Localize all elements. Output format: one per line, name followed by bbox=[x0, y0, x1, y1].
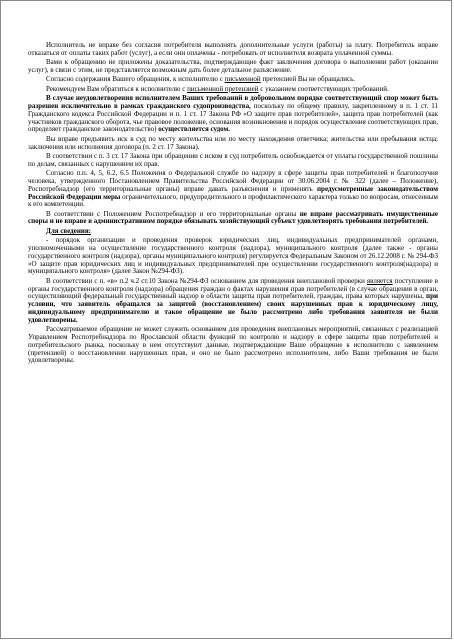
paragraph-1 bbox=[28, 42, 438, 58]
text-run: Вы вправе предъявить иск в суд по месту жительства или по месту нахождения ответчика; жительства или пребывания истца; заключения или исполнения договора (п. 2 ст. 17 Закона). bbox=[28, 134, 438, 151]
text-run: является bbox=[366, 276, 393, 285]
text-run: В соответствии с п. «в» п.2 ч.2 ст.10 Закона №294-ФЗ основанием для проведения внеплановой проверки bbox=[46, 276, 367, 285]
text-run: с указанием соответствующих требований. bbox=[258, 84, 389, 93]
text-run: при условии, что заявитель обращался за защитой (восстановлением) своих нарушенных прав к юридическому лицу, индивидуальному предпринимателю и такое обращение не было рассмотрено либо требования заявителя не были удовлетворены. bbox=[28, 292, 438, 324]
text-run: Рекомендуем Вам обратиться к исполнителю с bbox=[46, 84, 188, 93]
text-run: Согласно содержания Вашего обращения, к исполнителю с bbox=[46, 75, 225, 84]
document-body bbox=[28, 42, 438, 367]
text-run: поступление в органы государственного контроля (надзора) обращения граждан о фактах нарушения прав потребителей (в случае обращения в орган, осуществляющий федеральный государственный надзор в области защиты прав потребителей, граждан, права которых нарушены, bbox=[28, 276, 438, 301]
paragraph-13 bbox=[28, 326, 438, 365]
text-run: Согласно п.п. 4, 5, 6.2, 6.5 Положения о Федеральной службе по надзору в сфере защиты прав потребителей и благополучия человека, утвержденного Постановлением Правительства Российской Федерации от 30.06.2004 г. № 322 (далее – Положение), Роспотребнадзор (его территориальные органы) вправе давать разъяснения и применять bbox=[28, 169, 438, 193]
text-run: ограничительного, предупредительного и профилактического характера только по вопросам, отнесенным к его компетенции. bbox=[28, 192, 438, 209]
text-run: - порядок организации и проведения проверок юридических лиц, индивидуальных предпринимателей органами, уполномоченными на осуществление государственного контроля (надзора), муниципального контроля (далее также - органы государственного контроля (надзора), органы муниципального контроля) регулируется Федеральным Законом от 26.12.2008 г. № 294-ФЗ «О защите прав юридических лиц и индивидуальных предпринимателей при осуществлении государственного контроля(надзора) и муниципального контроля» (далее Закон №294-ФЗ). bbox=[28, 236, 438, 276]
text-run: В соответствии с п. 3 ст. 17 Закона при обращении с иском в суд потребитель освобождается от уплаты государственной пошлины по делам, связанных с нарушением их прав. bbox=[28, 151, 438, 168]
paragraph-8 bbox=[28, 170, 438, 209]
text-run: предусмотренные законодательством Российской Федерации меры bbox=[28, 184, 439, 201]
text-run: претензией Вы не обращались. bbox=[260, 75, 356, 84]
paragraph-10 bbox=[28, 228, 438, 236]
text-run: письменной bbox=[224, 75, 261, 84]
paragraph-11 bbox=[28, 237, 438, 276]
paragraph-12 bbox=[28, 278, 438, 325]
text-run: поскольку по общему правилу, закрепленному в п. 1 ст. 11 Гражданского кодекса Российской Федерации и п. 1 ст. 17 Закона РФ «О защите прав потребителей», защита прав потребителей (как участников гражданского оборота, чье правовое положение, основания возникновения и порядок осуществления соответствующих прав, определяет гражданское законодательство) bbox=[28, 101, 438, 134]
text-run: Исполнитель не вправе без согласия потребителя выполнять дополнительные услуги (работы) за плату. Потребитель вправе отказаться от оплаты таких работ (услуг), а если они оплачены - потребовать от исполнителя возврата уплаченной суммы. bbox=[28, 41, 438, 57]
paragraph-7 bbox=[28, 153, 438, 169]
text-run: не вправе рассматривать имущественные споры и не вправе в административном порядке обязывать хозяйствующий субъект удовлетворять требования потребителей. bbox=[28, 209, 438, 226]
paragraph-4 bbox=[28, 86, 438, 94]
text-run: Рассматриваемое обращение не может служить основанием для проведения внеплановых мероприятий, связанных с реализацией Управлением Роспотребнадзора по Ярославской области функций по контролю и надзору в сфере защиты прав потребителей и потребительского рынка, поскольку в нем отсутствуют данные, подтверждающие Ваше обращение к исполнителю с заявлением (претензией) о восстановлении нарушенных прав, и оно не было рассмотрено исполнителем, либо Ваши требования не были удовлетворены. bbox=[28, 325, 438, 365]
paragraph-5 bbox=[28, 95, 438, 134]
text-run: осуществляется судом. bbox=[158, 125, 231, 134]
text-run: В соответствии с Положением Роспотребнадзор и его территориальные органы bbox=[46, 209, 300, 218]
paragraph-2 bbox=[28, 59, 438, 75]
text-run: В случае неудовлетворения исполнителем Ваших требований в добровольном порядке соответствующий спор может быть разрешен исключительно в рамках гражданского судопроизводства, bbox=[28, 94, 438, 110]
paragraph-3 bbox=[28, 76, 438, 84]
text-run: письменной претензией bbox=[187, 84, 259, 93]
text-run: Для сведения: bbox=[46, 226, 92, 235]
paragraph-9 bbox=[28, 211, 438, 227]
paragraph-6 bbox=[28, 136, 438, 152]
text-run: Вами к обращению не приложены доказательства, подтверждающие факт заключения договора о выполнении работ (оказании услуг), в связи с этим, не представляется возможным дать более детальное разъяснение. bbox=[28, 58, 438, 74]
